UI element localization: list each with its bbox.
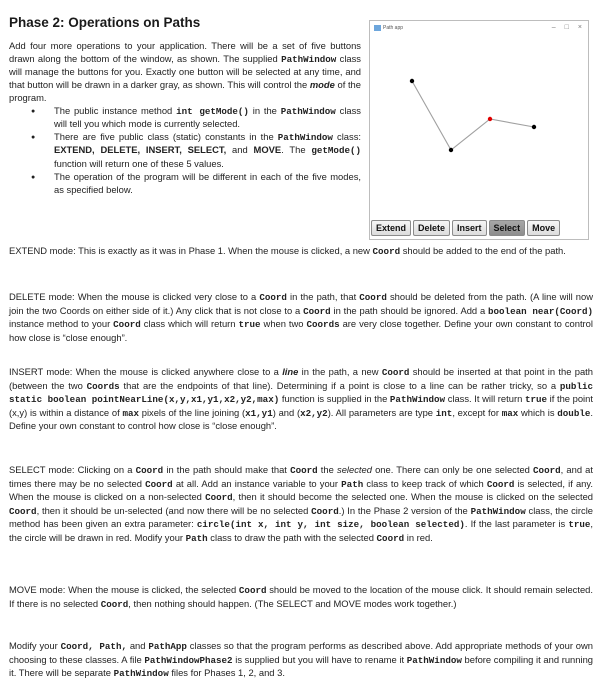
path-point <box>449 148 453 152</box>
intro-bullets <box>9 105 361 197</box>
bullet-modes: ● The operation of the program will be different in each of the five modes, as specified below. <box>54 171 361 197</box>
path-point <box>410 79 414 83</box>
mode-buttons <box>371 220 560 236</box>
maximize-icon[interactable]: □ <box>564 24 569 31</box>
path-canvas[interactable] <box>370 35 588 215</box>
intro <box>9 40 361 196</box>
path-point <box>532 125 536 129</box>
minimize-icon[interactable]: – <box>551 24 556 31</box>
insert-button[interactable]: Insert <box>452 220 487 236</box>
delete-button[interactable]: Delete <box>413 220 450 236</box>
window-title: Path app <box>383 24 404 31</box>
section-delete: DELETE mode: When the mouse is clicked very close to a Coord in the path, that Coord should be deleted from the path. (A line will now join the two Coords on either side of it.) Any click that is not close to a Coord in the path should be ignored. Add a boolean near(Coord) instance method to your Coord class which will return true when two Coords are very close together. Define your own constant to control how close is “close enough”. <box>9 291 593 343</box>
section-final: Modify your Coord, Path, and PathApp classes so that the program performs as described above. Add appropriate methods of your own choosing to these classes. A file PathWindowPhase2 is supplied but you will have to rename it PathWindow before compiling it and running it. There will be separate PathWindow files for Phases 1, 2, and 3. <box>9 640 593 680</box>
extend-button[interactable]: Extend <box>371 220 411 236</box>
page-title: Phase 2: Operations on Paths <box>9 15 201 30</box>
intro-paragraph: Add four more operations to your application. There will be a set of five buttons drawn along the bottom of the window, as shown. The supplied PathWindow class will manage the buttons for you. Exactly one button will be selected at any time, and that button will be drawn in a darker gray, as shown. This will control the mode of the program. <box>9 40 361 103</box>
section-extend: EXTEND mode: This is exactly as it was in Phase 1. When the mouse is clicked, a new Coord should be added to the end of the path. <box>9 245 566 257</box>
window-controls <box>552 23 582 33</box>
path-line <box>412 81 534 150</box>
section-select: SELECT mode: Clicking on a Coord in the path should make that Coord the selected one. There can only be one selected Coord, and at times there may be no selected Coord at all. Add an instance variable to your Path class to keep track of which Coord is selected, if any. When the mouse is clicked on a non-selected Coord, then it should become the selected one. When the mouse is clicked on the selected Coord, then it should be un-selected (and now there will be no selected Coord.) In the Phase 2 version of the PathWindow class, the circle method has been given an extra parameter: circle(int x, int y, int size, boolean selected). If the last parameter is true, the circle will be drawn in red. Modify your Path class to draw the path with the selected Coord in red. <box>9 464 594 544</box>
move-button[interactable]: Move <box>527 220 560 236</box>
bullet-getmode: ● The public instance method int getMode() in the PathWindow class will tell you which mode is currently selected. <box>54 105 361 131</box>
bullet-constants: ● There are five public class (static) constants in the PathWindow class: EXTEND, DELETE, INSERT, SELECT, and MOVE. The getMode() function will return one of these 5 values. <box>54 131 361 171</box>
section-move: MOVE mode: When the mouse is clicked, the selected Coord should be moved to the location of the mouse click. It should remain selected. If there is no selected Coord, then nothing should happen. (The SELECT and MOVE modes work together.) <box>9 584 593 610</box>
path-app-window <box>369 20 589 240</box>
app-icon <box>374 25 381 31</box>
close-icon[interactable]: × <box>577 24 582 31</box>
select-button[interactable]: Select <box>489 220 526 236</box>
selected-path-point <box>488 117 492 121</box>
section-insert: INSERT mode: When the mouse is clicked anywhere close to a line in the path, a new Coord should be inserted at that point in the path (between the two Coords that are the endpoints of that line). Determining if a point is close to a line can be rather tricky, so a public static boolean pointNearLine(x,y,x1,y1,x2,y2,max) function is supplied in the PathWindow class. It will return true if the point (x,y) is within a distance of max pixels of the line joining (x1,y1) and (x2,y2). All parameters are type int, except for max which is double. Define your own constant to control how close is “close enough”. <box>9 366 593 432</box>
